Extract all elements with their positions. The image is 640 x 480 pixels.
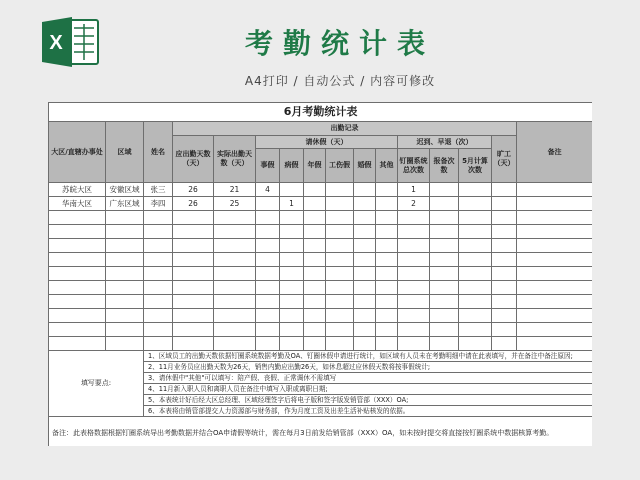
empty-cell[interactable] <box>459 253 492 267</box>
empty-cell[interactable] <box>326 323 354 337</box>
empty-cell[interactable] <box>144 267 173 281</box>
empty-cell[interactable] <box>304 267 326 281</box>
empty-cell[interactable] <box>304 211 326 225</box>
col-actual-days: 实际出勤天数（天） <box>214 136 256 183</box>
empty-cell[interactable] <box>398 323 430 337</box>
footer-note: 备注：此表格数据根据钉圈系统导出考勤数据并结合OA申请假等统计，需在每月3日前发给销管部（XXX）OA，如未按时提交将直接按钉圈系统中数据核算考勤。 <box>49 417 593 447</box>
empty-cell[interactable] <box>398 281 430 295</box>
col-absent: 旷工（天） <box>492 136 517 183</box>
note-text: 1、区域员工的出勤天数依据钉圈系统数据考勤及OA、钉圈休假申请进行统计，如区域有人员未在考勤明细中请在此表填写，并在备注中备注原因; <box>144 351 593 362</box>
empty-cell[interactable] <box>354 267 376 281</box>
empty-cell[interactable] <box>173 309 214 323</box>
cell-late[interactable] <box>430 183 459 197</box>
empty-cell[interactable] <box>304 281 326 295</box>
empty-cell[interactable] <box>144 253 173 267</box>
cell-late[interactable]: 1 <box>398 183 430 197</box>
col-leave-personal: 事假 <box>256 149 280 183</box>
empty-cell[interactable] <box>214 323 256 337</box>
page-subtitle: A4打印 / 自动公式 / 内容可修改 <box>244 74 436 88</box>
col-leave-injury: 工伤假 <box>326 149 354 183</box>
empty-cell[interactable] <box>459 337 492 351</box>
cell-leave[interactable]: 1 <box>280 197 304 211</box>
empty-cell[interactable] <box>144 281 173 295</box>
empty-cell[interactable] <box>49 253 106 267</box>
empty-cell[interactable] <box>304 323 326 337</box>
col-late-system: 钉圈系统总次数 <box>398 149 430 183</box>
empty-row <box>49 323 593 337</box>
empty-cell[interactable] <box>492 337 517 351</box>
empty-cell[interactable] <box>144 309 173 323</box>
empty-cell[interactable] <box>144 225 173 239</box>
empty-cell[interactable] <box>49 211 106 225</box>
cell-leave[interactable]: 4 <box>256 183 280 197</box>
attendance-table <box>48 102 592 446</box>
empty-cell[interactable] <box>376 267 398 281</box>
empty-cell[interactable] <box>517 281 593 295</box>
empty-cell[interactable] <box>459 323 492 337</box>
empty-cell[interactable] <box>354 309 376 323</box>
col-name: 姓名 <box>144 122 173 183</box>
empty-cell[interactable] <box>214 253 256 267</box>
empty-cell[interactable] <box>326 295 354 309</box>
empty-cell[interactable] <box>173 253 214 267</box>
empty-cell[interactable] <box>214 239 256 253</box>
cell-leave[interactable] <box>354 183 376 197</box>
empty-cell[interactable] <box>304 337 326 351</box>
empty-row <box>49 239 593 253</box>
note-text: 2、11月业务员应出勤天数为26天，销售内勤应出勤26天，如休息超过应休假天数将按事假统计; <box>144 362 593 373</box>
empty-cell[interactable] <box>492 295 517 309</box>
empty-cell[interactable] <box>256 309 280 323</box>
cell-leave[interactable] <box>354 197 376 211</box>
empty-cell[interactable] <box>326 337 354 351</box>
empty-cell[interactable] <box>106 225 144 239</box>
empty-cell[interactable] <box>280 267 304 281</box>
empty-cell[interactable] <box>459 295 492 309</box>
cell-actual-days[interactable]: 21 <box>214 183 256 197</box>
empty-cell[interactable] <box>354 225 376 239</box>
empty-cell[interactable] <box>106 295 144 309</box>
empty-cell[interactable] <box>459 281 492 295</box>
empty-cell[interactable] <box>517 323 593 337</box>
empty-cell[interactable] <box>256 295 280 309</box>
cell-due-days[interactable]: 26 <box>173 197 214 211</box>
empty-cell[interactable] <box>376 281 398 295</box>
empty-cell[interactable] <box>326 225 354 239</box>
empty-cell[interactable] <box>459 225 492 239</box>
empty-cell[interactable] <box>49 239 106 253</box>
empty-cell[interactable] <box>430 225 459 239</box>
empty-cell[interactable] <box>354 239 376 253</box>
empty-cell[interactable] <box>49 281 106 295</box>
cell-absent[interactable] <box>492 197 517 211</box>
cell-leave[interactable] <box>326 183 354 197</box>
empty-cell[interactable] <box>376 295 398 309</box>
note-text: 5、本表统计好后经大区总经理、区域经理签字后将电子版和签字版发销管部（XXX）OA; <box>144 395 593 406</box>
empty-cell[interactable] <box>214 225 256 239</box>
empty-cell[interactable] <box>398 211 430 225</box>
empty-cell[interactable] <box>144 323 173 337</box>
col-leave-other: 其他 <box>376 149 398 183</box>
empty-cell[interactable] <box>49 323 106 337</box>
empty-cell[interactable] <box>173 211 214 225</box>
col-leave-group: 请休假（天） <box>256 136 398 149</box>
footer-row <box>49 417 593 447</box>
empty-cell[interactable] <box>354 323 376 337</box>
empty-cell[interactable] <box>517 211 593 225</box>
empty-cell[interactable] <box>106 337 144 351</box>
col-late-group: 迟到、早退（次） <box>398 136 492 149</box>
empty-cell[interactable] <box>256 337 280 351</box>
empty-row <box>49 295 593 309</box>
cell-leave[interactable] <box>304 197 326 211</box>
empty-cell[interactable] <box>106 267 144 281</box>
empty-cell[interactable] <box>459 239 492 253</box>
empty-cell[interactable] <box>214 309 256 323</box>
empty-row <box>49 281 593 295</box>
note-row <box>49 351 593 362</box>
empty-cell[interactable] <box>517 267 593 281</box>
col-leave-sick: 病假 <box>280 149 304 183</box>
empty-cell[interactable] <box>376 211 398 225</box>
empty-cell[interactable] <box>144 211 173 225</box>
empty-cell[interactable] <box>280 225 304 239</box>
empty-cell[interactable] <box>106 309 144 323</box>
cell-leave[interactable] <box>280 183 304 197</box>
empty-cell[interactable] <box>256 253 280 267</box>
empty-cell[interactable] <box>280 253 304 267</box>
empty-cell[interactable] <box>280 309 304 323</box>
empty-cell[interactable] <box>492 253 517 267</box>
empty-cell[interactable] <box>256 225 280 239</box>
cell-leave[interactable] <box>304 183 326 197</box>
empty-cell[interactable] <box>430 267 459 281</box>
empty-cell[interactable] <box>492 225 517 239</box>
table-row <box>49 183 593 197</box>
empty-cell[interactable] <box>173 323 214 337</box>
empty-cell[interactable] <box>430 253 459 267</box>
empty-cell[interactable] <box>144 295 173 309</box>
empty-cell[interactable] <box>376 239 398 253</box>
sheet-title: 6月考勤统计表 <box>49 103 593 122</box>
empty-cell[interactable] <box>173 267 214 281</box>
cell-late[interactable] <box>430 197 459 211</box>
cell-late[interactable]: 2 <box>398 197 430 211</box>
note-text: 6、本表将由销管部提交人力资源部与财务部，作为月度工资及出差生活补贴核发的依据。 <box>144 406 593 417</box>
empty-cell[interactable] <box>256 239 280 253</box>
col-region: 大区/直辖办事处 <box>49 122 106 183</box>
empty-cell[interactable] <box>106 239 144 253</box>
empty-cell[interactable] <box>430 239 459 253</box>
empty-row <box>49 337 593 351</box>
empty-cell[interactable] <box>354 337 376 351</box>
empty-cell[interactable] <box>280 337 304 351</box>
empty-row <box>49 309 593 323</box>
empty-cell[interactable] <box>106 281 144 295</box>
empty-cell[interactable] <box>326 211 354 225</box>
empty-cell[interactable] <box>354 211 376 225</box>
cell-area[interactable]: 广东区域 <box>106 197 144 211</box>
empty-cell[interactable] <box>492 323 517 337</box>
col-late-calculated: 5月计算次数 <box>459 149 492 183</box>
empty-cell[interactable] <box>376 323 398 337</box>
empty-cell[interactable] <box>280 239 304 253</box>
empty-cell[interactable] <box>304 225 326 239</box>
empty-cell[interactable] <box>256 211 280 225</box>
note-text: 4、11月新入职人员和离职人员在备注中填写入职或离职日期; <box>144 384 593 395</box>
empty-cell[interactable] <box>376 253 398 267</box>
empty-row <box>49 225 593 239</box>
empty-row <box>49 211 593 225</box>
empty-cell[interactable] <box>492 211 517 225</box>
empty-cell[interactable] <box>106 323 144 337</box>
col-remarks: 备注 <box>517 122 593 183</box>
col-area: 区域 <box>106 122 144 183</box>
empty-cell[interactable] <box>517 309 593 323</box>
empty-cell[interactable] <box>280 281 304 295</box>
empty-row <box>49 253 593 267</box>
empty-cell[interactable] <box>430 211 459 225</box>
empty-cell[interactable] <box>106 211 144 225</box>
empty-cell[interactable] <box>304 253 326 267</box>
empty-cell[interactable] <box>326 281 354 295</box>
note-text: 3、请休假中"其他"可以填写：陪产假、丧假、正常调休不需填写 <box>144 373 593 384</box>
cell-name[interactable]: 李四 <box>144 197 173 211</box>
cell-late[interactable] <box>459 183 492 197</box>
cell-late[interactable] <box>459 197 492 211</box>
col-leave-marriage: 婚假 <box>354 149 376 183</box>
svg-text:X: X <box>49 32 63 54</box>
empty-cell[interactable] <box>376 309 398 323</box>
empty-cell[interactable] <box>106 253 144 267</box>
empty-cell[interactable] <box>214 281 256 295</box>
empty-cell[interactable] <box>459 211 492 225</box>
cell-leave[interactable] <box>256 197 280 211</box>
cell-absent[interactable] <box>492 183 517 197</box>
cell-leave[interactable] <box>326 197 354 211</box>
empty-cell[interactable] <box>326 309 354 323</box>
empty-cell[interactable] <box>173 295 214 309</box>
empty-cell[interactable] <box>49 267 106 281</box>
empty-cell[interactable] <box>173 281 214 295</box>
empty-cell[interactable] <box>214 211 256 225</box>
empty-cell[interactable] <box>492 309 517 323</box>
empty-cell[interactable] <box>517 225 593 239</box>
empty-cell[interactable] <box>214 337 256 351</box>
empty-cell[interactable] <box>256 267 280 281</box>
empty-cell[interactable] <box>173 337 214 351</box>
empty-cell[interactable] <box>398 267 430 281</box>
cell-region[interactable]: 苏皖大区 <box>49 183 106 197</box>
cell-remark[interactable] <box>517 197 593 211</box>
empty-cell[interactable] <box>492 267 517 281</box>
empty-cell[interactable] <box>214 267 256 281</box>
empty-cell[interactable] <box>430 323 459 337</box>
empty-cell[interactable] <box>398 253 430 267</box>
empty-cell[interactable] <box>49 295 106 309</box>
empty-cell[interactable] <box>256 323 280 337</box>
empty-cell[interactable] <box>376 337 398 351</box>
empty-cell[interactable] <box>517 239 593 253</box>
empty-cell[interactable] <box>398 239 430 253</box>
empty-cell[interactable] <box>49 309 106 323</box>
empty-cell[interactable] <box>304 309 326 323</box>
cell-leave[interactable] <box>376 197 398 211</box>
empty-cell[interactable] <box>459 309 492 323</box>
empty-cell[interactable] <box>144 239 173 253</box>
empty-cell[interactable] <box>173 225 214 239</box>
empty-cell[interactable] <box>304 239 326 253</box>
empty-cell[interactable] <box>517 337 593 351</box>
empty-cell[interactable] <box>492 239 517 253</box>
empty-cell[interactable] <box>398 225 430 239</box>
empty-cell[interactable] <box>49 225 106 239</box>
col-leave-annual: 年假 <box>304 149 326 183</box>
empty-cell[interactable] <box>326 253 354 267</box>
empty-cell[interactable] <box>304 295 326 309</box>
empty-cell[interactable] <box>354 253 376 267</box>
empty-cell[interactable] <box>398 295 430 309</box>
empty-row <box>49 267 593 281</box>
empty-cell[interactable] <box>173 239 214 253</box>
empty-cell[interactable] <box>354 281 376 295</box>
empty-cell[interactable] <box>398 309 430 323</box>
empty-cell[interactable] <box>430 281 459 295</box>
cell-leave[interactable] <box>376 183 398 197</box>
empty-cell[interactable] <box>144 337 173 351</box>
cell-region[interactable]: 华南大区 <box>49 197 106 211</box>
empty-cell[interactable] <box>430 337 459 351</box>
empty-cell[interactable] <box>280 323 304 337</box>
empty-cell[interactable] <box>517 295 593 309</box>
col-records: 出勤记录 <box>173 122 517 136</box>
empty-cell[interactable] <box>49 337 106 351</box>
empty-cell[interactable] <box>326 267 354 281</box>
empty-cell[interactable] <box>256 281 280 295</box>
col-due-days: 应出勤天数（天） <box>173 136 214 183</box>
empty-cell[interactable] <box>326 239 354 253</box>
empty-cell[interactable] <box>354 295 376 309</box>
cell-area[interactable]: 安徽区域 <box>106 183 144 197</box>
attendance-sheet <box>48 102 592 446</box>
empty-cell[interactable] <box>398 337 430 351</box>
empty-cell[interactable] <box>376 225 398 239</box>
empty-cell[interactable] <box>430 309 459 323</box>
notes-label: 填写要点: <box>49 351 144 417</box>
empty-cell[interactable] <box>280 211 304 225</box>
empty-cell[interactable] <box>459 267 492 281</box>
cell-actual-days[interactable]: 25 <box>214 197 256 211</box>
page-title: 考勤统计表 <box>244 27 435 60</box>
empty-cell[interactable] <box>214 295 256 309</box>
col-late-reported: 报备次数 <box>430 149 459 183</box>
empty-cell[interactable] <box>280 295 304 309</box>
empty-cell[interactable] <box>517 253 593 267</box>
table-row <box>49 197 593 211</box>
cell-due-days[interactable]: 26 <box>173 183 214 197</box>
empty-cell[interactable] <box>430 295 459 309</box>
cell-name[interactable]: 张三 <box>144 183 173 197</box>
empty-cell[interactable] <box>492 281 517 295</box>
cell-remark[interactable] <box>517 183 593 197</box>
